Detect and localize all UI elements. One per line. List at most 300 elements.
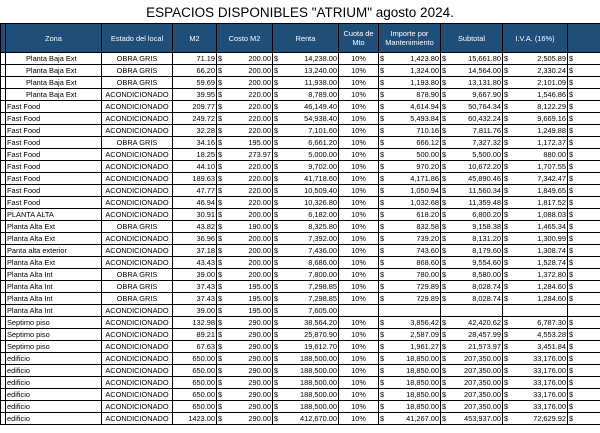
- cell-renta[interactable]: [273, 413, 339, 425]
- cell-renta[interactable]: [273, 101, 339, 113]
- cell-zona[interactable]: Fast Food: [6, 101, 102, 113]
- cell-renta[interactable]: [273, 89, 339, 101]
- cell-zona[interactable]: Planta Baja Ext: [6, 53, 102, 65]
- cell-next-column[interactable]: $: [568, 185, 600, 197]
- cell-zona[interactable]: Septimo piso: [6, 317, 102, 329]
- cell-estado[interactable]: OBRA GRIS: [102, 53, 173, 65]
- cell-costo-m2[interactable]: [217, 389, 273, 401]
- cell-importe[interactable]: [379, 101, 441, 113]
- cell-costo-m2[interactable]: [217, 365, 273, 377]
- cell-costo-m2[interactable]: [217, 173, 273, 185]
- cell-subtotal[interactable]: [441, 65, 503, 77]
- cell-m2[interactable]: 43.82: [173, 221, 217, 233]
- cell-subtotal[interactable]: [441, 413, 503, 425]
- cell-m2[interactable]: 650.00: [173, 401, 217, 413]
- cell-iva[interactable]: [503, 149, 568, 161]
- cell-estado[interactable]: ACONDICIONADO: [102, 389, 173, 401]
- cell-m2[interactable]: 32.28: [173, 125, 217, 137]
- cell-next-column[interactable]: $: [568, 173, 600, 185]
- cell-subtotal[interactable]: [441, 221, 503, 233]
- cell-costo-m2[interactable]: [217, 317, 273, 329]
- cell-importe[interactable]: [379, 353, 441, 365]
- cell-next-column[interactable]: $: [568, 257, 600, 269]
- cell-subtotal[interactable]: [441, 377, 503, 389]
- cell-costo-m2[interactable]: [217, 197, 273, 209]
- cell-next-column[interactable]: $: [568, 101, 600, 113]
- cell-m2[interactable]: 650.00: [173, 377, 217, 389]
- cell-iva[interactable]: [503, 353, 568, 365]
- cell-next-column[interactable]: $: [568, 209, 600, 221]
- cell-subtotal[interactable]: [441, 233, 503, 245]
- cell-iva[interactable]: [503, 389, 568, 401]
- cell-estado[interactable]: ACONDICIONADO: [102, 125, 173, 137]
- cell-subtotal[interactable]: [441, 185, 503, 197]
- cell-costo-m2[interactable]: [217, 233, 273, 245]
- cell-cuota[interactable]: 10%: [339, 161, 379, 173]
- cell-importe[interactable]: [379, 377, 441, 389]
- cell-cuota[interactable]: 10%: [339, 341, 379, 353]
- cell-iva[interactable]: [503, 305, 568, 317]
- cell-next-column[interactable]: $: [568, 89, 600, 101]
- header-costo-m2[interactable]: Costo M2: [217, 24, 273, 53]
- cell-zona[interactable]: Planta Alta Int: [6, 281, 102, 293]
- cell-iva[interactable]: [503, 161, 568, 173]
- cell-iva[interactable]: [503, 185, 568, 197]
- cell-m2[interactable]: 189.63: [173, 173, 217, 185]
- cell-cuota[interactable]: 10%: [339, 353, 379, 365]
- cell-cuota[interactable]: 10%: [339, 245, 379, 257]
- cell-renta[interactable]: [273, 53, 339, 65]
- cell-importe[interactable]: [379, 257, 441, 269]
- cell-m2[interactable]: 67.63: [173, 341, 217, 353]
- cell-zona[interactable]: PLANTA ALTA: [6, 209, 102, 221]
- cell-iva[interactable]: [503, 65, 568, 77]
- cell-cuota[interactable]: 10%: [339, 413, 379, 425]
- cell-importe[interactable]: [379, 53, 441, 65]
- cell-renta[interactable]: [273, 221, 339, 233]
- header-subtotal[interactable]: Subtotal: [441, 24, 503, 53]
- cell-renta[interactable]: [273, 197, 339, 209]
- cell-m2[interactable]: 249.72: [173, 113, 217, 125]
- cell-next-column[interactable]: $: [568, 281, 600, 293]
- cell-iva[interactable]: [503, 89, 568, 101]
- cell-renta[interactable]: [273, 389, 339, 401]
- cell-subtotal[interactable]: [441, 101, 503, 113]
- cell-iva[interactable]: [503, 341, 568, 353]
- cell-estado[interactable]: ACONDICIONADO: [102, 413, 173, 425]
- cell-m2[interactable]: 46.94: [173, 197, 217, 209]
- cell-importe[interactable]: [379, 209, 441, 221]
- header-zona[interactable]: Zona: [6, 24, 102, 53]
- cell-iva[interactable]: [503, 413, 568, 425]
- cell-zona[interactable]: Fast Food: [6, 125, 102, 137]
- cell-costo-m2[interactable]: [217, 161, 273, 173]
- cell-renta[interactable]: [273, 293, 339, 305]
- cell-renta[interactable]: [273, 125, 339, 137]
- cell-cuota[interactable]: 10%: [339, 53, 379, 65]
- cell-renta[interactable]: [273, 113, 339, 125]
- cell-cuota[interactable]: 10%: [339, 365, 379, 377]
- cell-next-column[interactable]: $: [568, 353, 600, 365]
- cell-importe[interactable]: [379, 341, 441, 353]
- cell-subtotal[interactable]: [441, 53, 503, 65]
- cell-next-column[interactable]: $: [568, 125, 600, 137]
- cell-costo-m2[interactable]: [217, 341, 273, 353]
- cell-zona[interactable]: Fast Food: [6, 185, 102, 197]
- header-importe[interactable]: Importe por Mantenimiento: [379, 24, 441, 53]
- cell-iva[interactable]: [503, 173, 568, 185]
- cell-cuota[interactable]: 10%: [339, 221, 379, 233]
- cell-iva[interactable]: [503, 245, 568, 257]
- cell-m2[interactable]: 1423.00: [173, 413, 217, 425]
- cell-next-column[interactable]: $: [568, 389, 600, 401]
- cell-m2[interactable]: 34.16: [173, 137, 217, 149]
- cell-next-column[interactable]: $: [568, 401, 600, 413]
- cell-renta[interactable]: [273, 77, 339, 89]
- cell-cuota[interactable]: 10%: [339, 125, 379, 137]
- cell-iva[interactable]: [503, 317, 568, 329]
- cell-m2[interactable]: 44.10: [173, 161, 217, 173]
- cell-m2[interactable]: 39.00: [173, 305, 217, 317]
- cell-subtotal[interactable]: [441, 293, 503, 305]
- cell-costo-m2[interactable]: [217, 269, 273, 281]
- cell-renta[interactable]: [273, 317, 339, 329]
- cell-zona[interactable]: edificio: [6, 389, 102, 401]
- cell-iva[interactable]: [503, 329, 568, 341]
- cell-subtotal[interactable]: [441, 353, 503, 365]
- cell-estado[interactable]: ACONDICIONADO: [102, 257, 173, 269]
- cell-next-column[interactable]: $: [568, 53, 600, 65]
- cell-importe[interactable]: [379, 125, 441, 137]
- cell-importe[interactable]: [379, 305, 441, 317]
- cell-cuota[interactable]: [339, 305, 379, 317]
- cell-subtotal[interactable]: [441, 161, 503, 173]
- cell-estado[interactable]: ACONDICIONADO: [102, 161, 173, 173]
- cell-costo-m2[interactable]: [217, 245, 273, 257]
- cell-costo-m2[interactable]: [217, 185, 273, 197]
- cell-subtotal[interactable]: [441, 113, 503, 125]
- cell-next-column[interactable]: $: [568, 113, 600, 125]
- cell-importe[interactable]: [379, 221, 441, 233]
- cell-costo-m2[interactable]: [217, 149, 273, 161]
- cell-iva[interactable]: [503, 77, 568, 89]
- cell-importe[interactable]: [379, 329, 441, 341]
- cell-cuota[interactable]: 10%: [339, 257, 379, 269]
- cell-cuota[interactable]: 10%: [339, 293, 379, 305]
- cell-estado[interactable]: ACONDICIONADO: [102, 305, 173, 317]
- cell-m2[interactable]: 209.77: [173, 101, 217, 113]
- cell-renta[interactable]: [273, 161, 339, 173]
- cell-cuota[interactable]: 10%: [339, 269, 379, 281]
- cell-cuota[interactable]: 10%: [339, 65, 379, 77]
- cell-renta[interactable]: [273, 65, 339, 77]
- cell-next-column[interactable]: $: [568, 413, 600, 425]
- cell-cuota[interactable]: 10%: [339, 377, 379, 389]
- cell-m2[interactable]: 47.77: [173, 185, 217, 197]
- cell-subtotal[interactable]: [441, 281, 503, 293]
- cell-subtotal[interactable]: [441, 125, 503, 137]
- cell-cuota[interactable]: 10%: [339, 197, 379, 209]
- cell-costo-m2[interactable]: [217, 329, 273, 341]
- cell-subtotal[interactable]: [441, 197, 503, 209]
- header-m2[interactable]: M2: [173, 24, 217, 53]
- cell-renta[interactable]: [273, 185, 339, 197]
- cell-subtotal[interactable]: [441, 257, 503, 269]
- cell-estado[interactable]: ACONDICIONADO: [102, 317, 173, 329]
- cell-estado[interactable]: ACONDICIONADO: [102, 173, 173, 185]
- cell-cuota[interactable]: 10%: [339, 77, 379, 89]
- cell-importe[interactable]: [379, 113, 441, 125]
- cell-estado[interactable]: OBRA GRIS: [102, 281, 173, 293]
- cell-iva[interactable]: [503, 197, 568, 209]
- cell-zona[interactable]: Fast Food: [6, 161, 102, 173]
- cell-costo-m2[interactable]: [217, 305, 273, 317]
- cell-estado[interactable]: OBRA GRIS: [102, 65, 173, 77]
- cell-importe[interactable]: [379, 161, 441, 173]
- cell-zona[interactable]: Panta alta exterior: [6, 245, 102, 257]
- cell-estado[interactable]: ACONDICIONADO: [102, 341, 173, 353]
- cell-renta[interactable]: [273, 329, 339, 341]
- cell-m2[interactable]: 43.43: [173, 257, 217, 269]
- cell-iva[interactable]: [503, 221, 568, 233]
- cell-estado[interactable]: OBRA GRIS: [102, 77, 173, 89]
- cell-cuota[interactable]: 10%: [339, 329, 379, 341]
- cell-zona[interactable]: Fast Food: [6, 173, 102, 185]
- cell-m2[interactable]: 71.19: [173, 53, 217, 65]
- cell-estado[interactable]: OBRA GRIS: [102, 293, 173, 305]
- cell-iva[interactable]: [503, 377, 568, 389]
- cell-m2[interactable]: 132.98: [173, 317, 217, 329]
- cell-cuota[interactable]: 10%: [339, 173, 379, 185]
- cell-m2[interactable]: 66.20: [173, 65, 217, 77]
- cell-zona[interactable]: Fast Food: [6, 149, 102, 161]
- cell-costo-m2[interactable]: [217, 137, 273, 149]
- cell-zona[interactable]: Planta Alta Ext: [6, 221, 102, 233]
- cell-renta[interactable]: [273, 377, 339, 389]
- cell-renta[interactable]: [273, 281, 339, 293]
- cell-zona[interactable]: edificio: [6, 353, 102, 365]
- cell-costo-m2[interactable]: [217, 77, 273, 89]
- cell-cuota[interactable]: 10%: [339, 89, 379, 101]
- cell-iva[interactable]: [503, 209, 568, 221]
- cell-cuota[interactable]: 10%: [339, 389, 379, 401]
- cell-iva[interactable]: [503, 137, 568, 149]
- cell-zona[interactable]: Planta Alta Int: [6, 269, 102, 281]
- cell-zona[interactable]: Fast Food: [6, 197, 102, 209]
- cell-m2[interactable]: 37.43: [173, 281, 217, 293]
- cell-estado[interactable]: ACONDICIONADO: [102, 149, 173, 161]
- cell-costo-m2[interactable]: [217, 65, 273, 77]
- cell-next-column[interactable]: $: [568, 377, 600, 389]
- cell-estado[interactable]: OBRA GRIS: [102, 221, 173, 233]
- cell-m2[interactable]: 36.96: [173, 233, 217, 245]
- cell-next-column[interactable]: $: [568, 65, 600, 77]
- cell-next-column[interactable]: $: [568, 293, 600, 305]
- header-cell[interactable]: [568, 24, 600, 53]
- cell-next-column[interactable]: $: [568, 197, 600, 209]
- cell-zona[interactable]: Planta Alta Ext: [6, 257, 102, 269]
- cell-importe[interactable]: [379, 77, 441, 89]
- cell-importe[interactable]: [379, 185, 441, 197]
- cell-next-column[interactable]: $: [568, 233, 600, 245]
- cell-zona[interactable]: Planta Baja Ext: [6, 65, 102, 77]
- cell-renta[interactable]: [273, 149, 339, 161]
- header-cuota[interactable]: Cuota de Mto: [339, 24, 379, 53]
- cell-m2[interactable]: 650.00: [173, 389, 217, 401]
- cell-estado[interactable]: ACONDICIONADO: [102, 113, 173, 125]
- cell-iva[interactable]: [503, 281, 568, 293]
- cell-m2[interactable]: 37.18: [173, 245, 217, 257]
- cell-renta[interactable]: [273, 269, 339, 281]
- cell-importe[interactable]: [379, 65, 441, 77]
- cell-estado[interactable]: ACONDICIONADO: [102, 197, 173, 209]
- cell-m2[interactable]: 89.21: [173, 329, 217, 341]
- cell-costo-m2[interactable]: [217, 353, 273, 365]
- cell-importe[interactable]: [379, 137, 441, 149]
- cell-subtotal[interactable]: [441, 137, 503, 149]
- cell-cuota[interactable]: 10%: [339, 137, 379, 149]
- cell-m2[interactable]: 39.00: [173, 269, 217, 281]
- cell-estado[interactable]: ACONDICIONADO: [102, 101, 173, 113]
- cell-importe[interactable]: [379, 293, 441, 305]
- cell-importe[interactable]: [379, 89, 441, 101]
- cell-cuota[interactable]: 10%: [339, 149, 379, 161]
- cell-subtotal[interactable]: [441, 401, 503, 413]
- cell-renta[interactable]: [273, 173, 339, 185]
- cell-cuota[interactable]: 10%: [339, 317, 379, 329]
- cell-m2[interactable]: 59.69: [173, 77, 217, 89]
- cell-costo-m2[interactable]: [217, 377, 273, 389]
- cell-renta[interactable]: [273, 257, 339, 269]
- cell-subtotal[interactable]: [441, 317, 503, 329]
- cell-subtotal[interactable]: [441, 89, 503, 101]
- header-iva[interactable]: I.V.A. (16%): [503, 24, 568, 53]
- cell-estado[interactable]: ACONDICIONADO: [102, 89, 173, 101]
- cell-importe[interactable]: [379, 281, 441, 293]
- cell-estado[interactable]: ACONDICIONADO: [102, 329, 173, 341]
- cell-costo-m2[interactable]: [217, 293, 273, 305]
- cell-next-column[interactable]: $: [568, 245, 600, 257]
- cell-cuota[interactable]: 10%: [339, 209, 379, 221]
- cell-subtotal[interactable]: [441, 245, 503, 257]
- cell-cuota[interactable]: 10%: [339, 185, 379, 197]
- cell-renta[interactable]: [273, 233, 339, 245]
- cell-importe[interactable]: [379, 149, 441, 161]
- cell-estado[interactable]: ACONDICIONADO: [102, 365, 173, 377]
- cell-iva[interactable]: [503, 125, 568, 137]
- cell-renta[interactable]: [273, 341, 339, 353]
- cell-estado[interactable]: ACONDICIONADO: [102, 377, 173, 389]
- cell-costo-m2[interactable]: [217, 101, 273, 113]
- cell-iva[interactable]: [503, 113, 568, 125]
- cell-m2[interactable]: 18.25: [173, 149, 217, 161]
- cell-m2[interactable]: 650.00: [173, 365, 217, 377]
- cell-subtotal[interactable]: [441, 389, 503, 401]
- cell-zona[interactable]: edificio: [6, 365, 102, 377]
- cell-renta[interactable]: [273, 365, 339, 377]
- cell-next-column[interactable]: $: [568, 365, 600, 377]
- cell-costo-m2[interactable]: [217, 113, 273, 125]
- cell-zona[interactable]: edificio: [6, 413, 102, 425]
- cell-cuota[interactable]: 10%: [339, 281, 379, 293]
- cell-renta[interactable]: [273, 245, 339, 257]
- cell-zona[interactable]: Fast Food: [6, 137, 102, 149]
- cell-zona[interactable]: Planta Alta Int: [6, 293, 102, 305]
- cell-zona[interactable]: Planta Baja Ext: [6, 89, 102, 101]
- cell-zona[interactable]: edificio: [6, 401, 102, 413]
- cell-next-column[interactable]: $: [568, 77, 600, 89]
- cell-cuota[interactable]: 10%: [339, 401, 379, 413]
- cell-estado[interactable]: OBRA GRIS: [102, 137, 173, 149]
- cell-next-column[interactable]: $: [568, 269, 600, 281]
- cell-renta[interactable]: [273, 305, 339, 317]
- cell-next-column[interactable]: $: [568, 317, 600, 329]
- cell-renta[interactable]: [273, 209, 339, 221]
- cell-costo-m2[interactable]: [217, 53, 273, 65]
- cell-renta[interactable]: [273, 353, 339, 365]
- cell-importe[interactable]: [379, 389, 441, 401]
- cell-next-column[interactable]: $: [568, 221, 600, 233]
- cell-iva[interactable]: [503, 401, 568, 413]
- cell-m2[interactable]: 650.00: [173, 353, 217, 365]
- cell-subtotal[interactable]: [441, 365, 503, 377]
- cell-iva[interactable]: [503, 365, 568, 377]
- cell-renta[interactable]: [273, 401, 339, 413]
- cell-zona[interactable]: Septimo piso: [6, 329, 102, 341]
- cell-subtotal[interactable]: [441, 269, 503, 281]
- cell-importe[interactable]: [379, 401, 441, 413]
- cell-subtotal[interactable]: [441, 329, 503, 341]
- cell-subtotal[interactable]: [441, 173, 503, 185]
- cell-cuota[interactable]: 10%: [339, 101, 379, 113]
- cell-costo-m2[interactable]: [217, 401, 273, 413]
- cell-next-column[interactable]: $: [568, 137, 600, 149]
- cell-costo-m2[interactable]: [217, 209, 273, 221]
- cell-zona[interactable]: Planta Alta Ext: [6, 233, 102, 245]
- cell-estado[interactable]: ACONDICIONADO: [102, 233, 173, 245]
- cell-importe[interactable]: [379, 413, 441, 425]
- cell-importe[interactable]: [379, 173, 441, 185]
- cell-subtotal[interactable]: [441, 305, 503, 317]
- cell-next-column[interactable]: $: [568, 149, 600, 161]
- cell-estado[interactable]: ACONDICIONADO: [102, 185, 173, 197]
- header-renta[interactable]: Renta: [273, 24, 339, 53]
- cell-costo-m2[interactable]: [217, 89, 273, 101]
- cell-zona[interactable]: Fast Food: [6, 113, 102, 125]
- cell-importe[interactable]: [379, 197, 441, 209]
- cell-costo-m2[interactable]: [217, 221, 273, 233]
- cell-costo-m2[interactable]: [217, 125, 273, 137]
- cell-iva[interactable]: [503, 257, 568, 269]
- cell-cuota[interactable]: 10%: [339, 233, 379, 245]
- header-estado[interactable]: Estado del local: [102, 24, 173, 53]
- cell-subtotal[interactable]: [441, 77, 503, 89]
- cell-subtotal[interactable]: [441, 341, 503, 353]
- cell-iva[interactable]: [503, 101, 568, 113]
- cell-costo-m2[interactable]: [217, 257, 273, 269]
- cell-zona[interactable]: edificio: [6, 377, 102, 389]
- cell-next-column[interactable]: [568, 305, 600, 317]
- cell-estado[interactable]: OBRA GRIS: [102, 269, 173, 281]
- cell-subtotal[interactable]: [441, 209, 503, 221]
- cell-m2[interactable]: 30.91: [173, 209, 217, 221]
- cell-zona[interactable]: Septimo piso: [6, 341, 102, 353]
- cell-importe[interactable]: [379, 365, 441, 377]
- cell-next-column[interactable]: $: [568, 329, 600, 341]
- cell-subtotal[interactable]: [441, 149, 503, 161]
- cell-m2[interactable]: 37.43: [173, 293, 217, 305]
- cell-m2[interactable]: 39.95: [173, 89, 217, 101]
